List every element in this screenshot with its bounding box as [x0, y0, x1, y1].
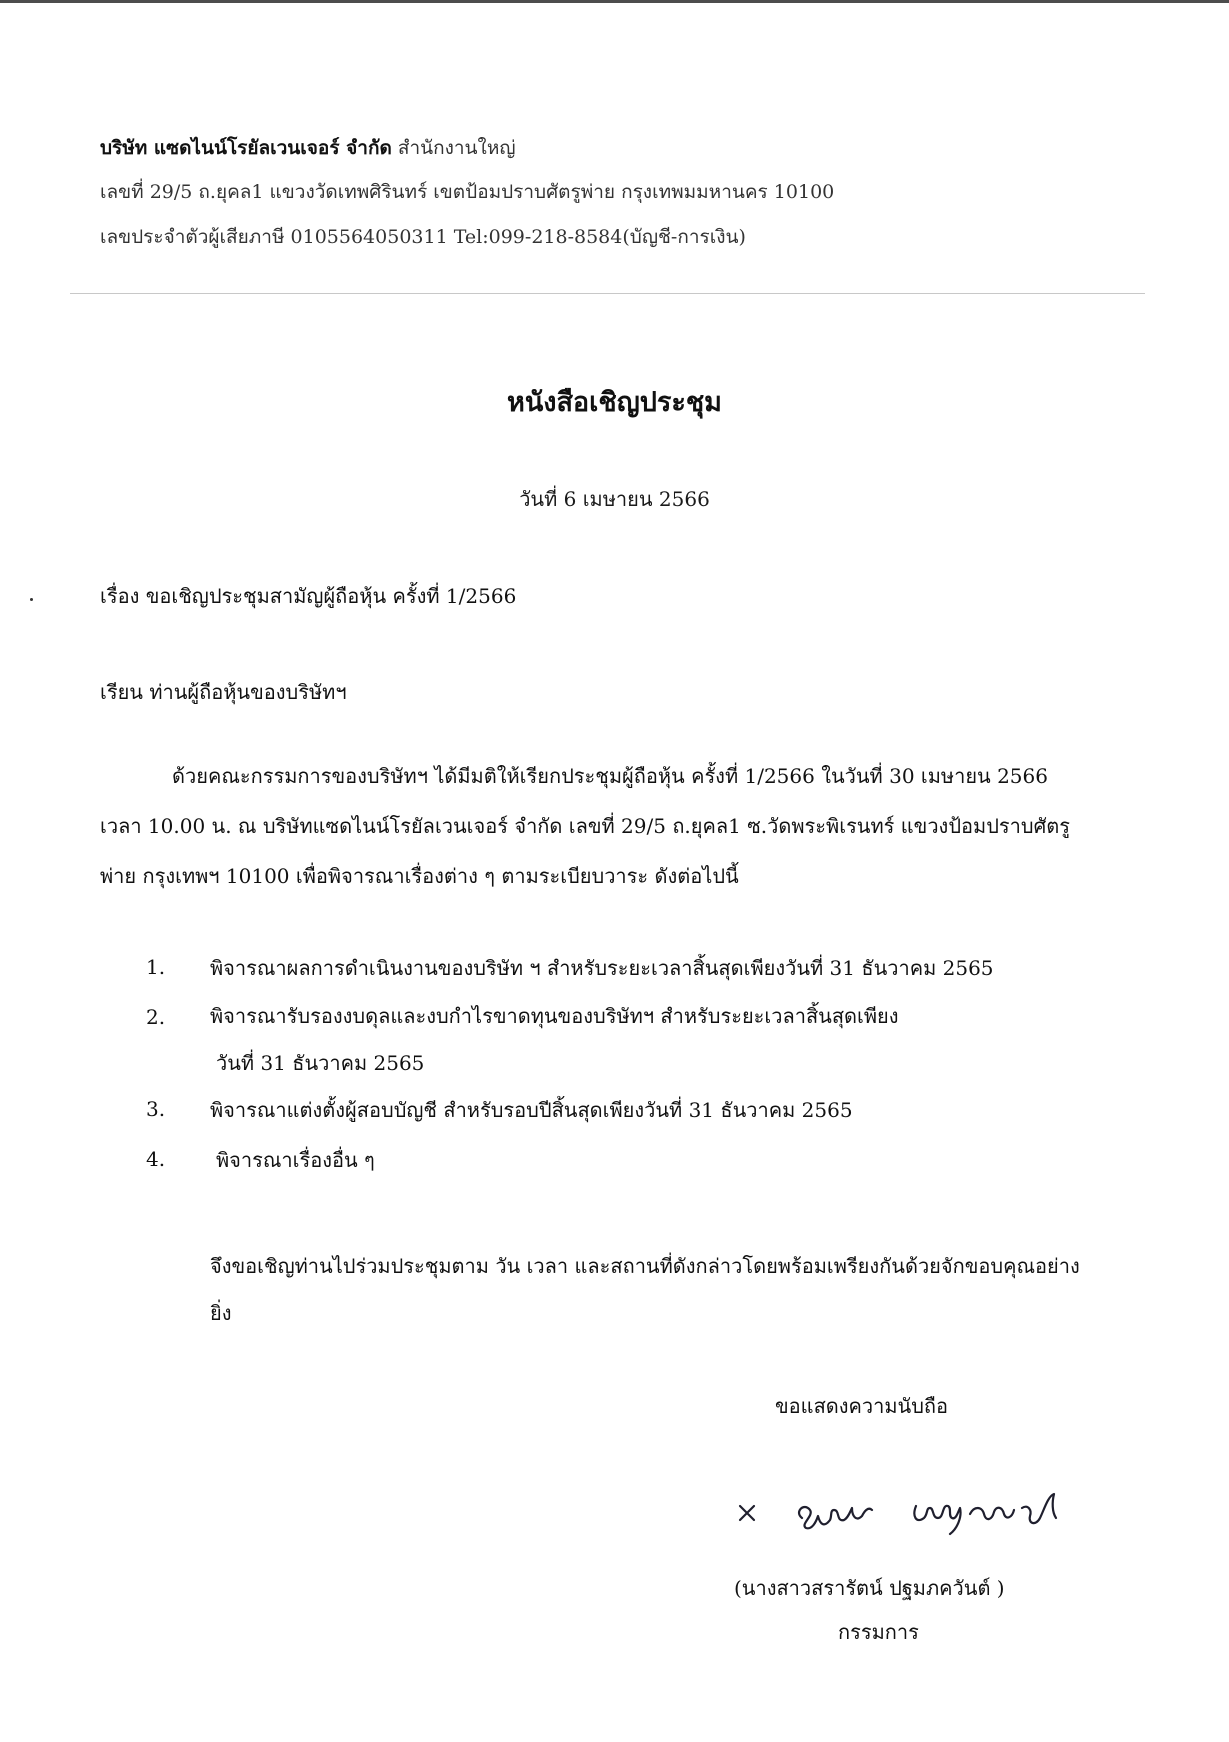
document-date: วันที่ 6 เมษายน 2566 [519, 487, 710, 511]
signatory-name: (นางสาวสรารัตน์ ปฐมภควันต์ ) [734, 1576, 1005, 1600]
agenda-item-text: พิจารณาผลการดำเนินงานของบริษัท ฯ สำหรับระยะเวลาสิ้นสุดเพียงวันที่ 31 ธันวาคม 2565 [210, 956, 994, 980]
subject-line: เรื่อง ขอเชิญประชุมสามัญผู้ถือหุ้น ครั้งที่ 1/2566 [100, 584, 517, 608]
scan-speck [30, 598, 33, 601]
agenda-number: 3. [146, 1097, 166, 1121]
body-line-3: พ่าย กรุงเทพฯ 10100 เพื่อพิจารณาเรื่องต่าง ๆ ตามระเบียบวาระ ดังต่อไปนี้ [100, 864, 739, 888]
closing-line-2: ยิ่ง [210, 1301, 232, 1325]
company-line [100, 133, 516, 163]
body-line-1: ด้วยคณะกรรมการของบริษัทฯ ได้มีมติให้เรียกประชุมผู้ถือหุ้น ครั้งที่ 1/2566 ในวันที่ 30 เมษายน 2566 [172, 764, 1048, 788]
agenda-number: 1. [146, 955, 166, 979]
body-line-2: เวลา 10.00 น. ณ บริษัทแซดไนน์โรยัลเวนเจอร์ จำกัด เลขที่ 29/5 ถ.ยุคล1 ซ.วัดพระพิเรนทร์ แขวงป้อมปราบศัตรู [100, 814, 1070, 838]
regards-line: ขอแสดงความนับถือ [775, 1394, 949, 1418]
salutation-line: เรียน ท่านผู้ถือหุ้นของบริษัทฯ [100, 680, 347, 704]
tax-id-line: เลขประจำตัวผู้เสียภาษี 0105564050311 Tel:099-218-8584(บัญชี-การเงิน) [100, 226, 746, 248]
header-divider [70, 293, 1145, 294]
agenda-item-continuation: วันที่ 31 ธันวาคม 2565 [216, 1051, 425, 1075]
document-title: หนังสือเชิญประชุม [507, 387, 722, 418]
office-label: สำนักงานใหญ่ [397, 137, 516, 159]
signatory-position: กรรมการ [838, 1620, 919, 1644]
agenda-number: 2. [146, 1005, 166, 1029]
top-border-line [0, 0, 1229, 3]
agenda-number: 4. [146, 1147, 166, 1171]
handwritten-signature [730, 1478, 1110, 1548]
company-name: บริษัท แซดไนน์โรยัลเวนเจอร์ จำกัด [100, 137, 392, 159]
closing-line-1: จึงขอเชิญท่านไปร่วมประชุมตาม วัน เวลา และสถานที่ดังกล่าวโดยพร้อมเพรียงกันด้วยจักขอบคุณอย่าง [210, 1254, 1080, 1278]
agenda-item-text: พิจารณาแต่งตั้งผู้สอบบัญชี สำหรับรอบปีสิ้นสุดเพียงวันที่ 31 ธันวาคม 2565 [210, 1098, 853, 1122]
company-address: เลขที่ 29/5 ถ.ยุคล1 แขวงวัดเทพศิรินทร์ เขตป้อมปราบศัตรูพ่าย กรุงเทพมมหานคร 10100 [100, 181, 835, 203]
agenda-item-text: พิจารณารับรองงบดุลและงบกำไรขาดทุนของบริษัทฯ สำหรับระยะเวลาสิ้นสุดเพียง [210, 1004, 899, 1028]
agenda-item-text: พิจารณาเรื่องอื่น ๆ [216, 1148, 375, 1172]
